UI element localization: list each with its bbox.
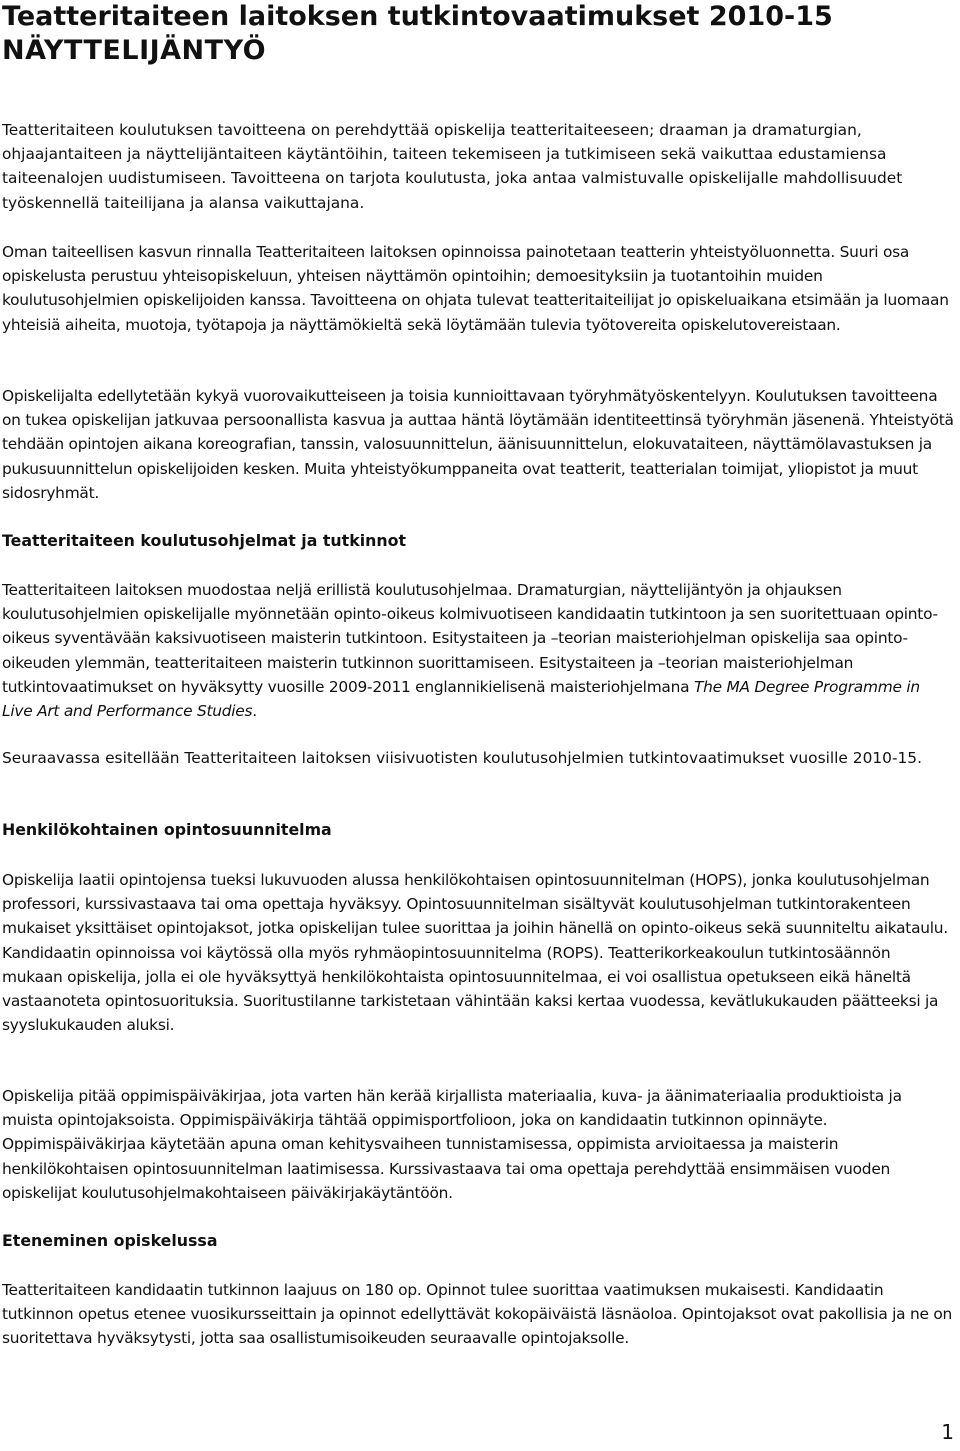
section-heading-programmes: Teatteritaiteen koulutusohjelmat ja tutkinnot — [2, 531, 407, 550]
progress-paragraph-1: Teatteritaiteen kandidaatin tutkinnon laajuus on 180 op. Opinnot tulee suorittaa vaatimuksen mukaisesti. Kandidaatin tutkinnon opetus etenee vuosikursseittain ja opinnot edellyttävät kokopäiväistä läsnäoloa. Opintojaksot ovat pakollisia ja ne on suoritettava hyväksytysti, jotta saa osallistumisoikeuden seuraavalle opintojaksolle. — [2, 1281, 953, 1348]
programmes-paragraph-1-end: . — [252, 702, 257, 721]
intro-paragraph-1: Teatteritaiteen koulutuksen tavoitteena on perehdyttää opiskelija teatteritaiteeseen; draaman ja dramaturgian, ohjaajantaiteen ja näyttelijäntaiteen käytäntöihin, taiteen tekemiseen ja tutkimiseen sekä vaikuttaa edustamiensa taiteenalojen uudistumiseen. Tavoitteena on tarjota koulutusta, joka antaa valmistuvalle opiskelijalle mahdollisuudet työskennellä taiteilijana ja alansa vaikuttajana. — [2, 121, 903, 212]
programmes-paragraph-2: Seuraavassa esitellään Teatteritaiteen laitoksen viisivuotisten koulutusohjelmien tutkintovaatimukset vuosille 2010-15. — [2, 749, 922, 767]
document-title-line1: Teatteritaiteen laitoksen tutkintovaatimukset 2010-15 — [2, 1, 833, 32]
study-plan-paragraph-1: Opiskelija laatii opintojensa tueksi lukuvuoden alussa henkilökohtaisen opintosuunnitelman (HOPS), jonka koulutusohjelman professori, kurssivastaava tai oma opettaja hyväksyy. Opintosuunnitelman sisältyvät koulutusohjelman tutkintorakenteen mukaiset yksittäiset opintojaksot, jotka opiskelijan tulee suorittaa ja joihin hänellä on opinto-oikeus sekä suunniteltu aikataulu. Kandidaatin opinnoissa voi käytössä olla myös ryhmäopintosuunnitelma (ROPS). Teatterikorkeakoulun tutkintosäännön mukaan opiskelija, jolla ei ole hyväksyttyä henkilökohtaista opintosuunnitelmaa, ei voi osallistua opetukseen eikä häneltä vastaanoteta opintosuorituksia. Suoritustilanne tarkistetaan vähintään kaksi kertaa vuodessa, kevätlukukauden päätteeksi ja syyslukukauden aluksi. — [2, 871, 948, 1035]
ma-programme-title: The MA Degree Programme in Live Art and Performance Studies — [2, 677, 920, 721]
section-heading-progress: Eteneminen opiskelussa — [2, 1231, 218, 1250]
programmes-paragraph-1 — [2, 578, 954, 723]
section-heading-study-plan: Henkilökohtainen opintosuunnitelma — [2, 820, 332, 839]
intro-paragraph-2: Oman taiteellisen kasvun rinnalla Teatteritaiteen laitoksen opinnoissa painotetaan teatterin yhteistyöluonnetta. Suuri osa opiskelusta perustuu yhteisopiskeluun, yhteisen näyttämön opintoihin; demoesityksiin ja tuotantoihin muiden koulutusohjelmien opiskelijoiden kanssa. Tavoitteena on ohjata tulevat teatteritaiteilijat jo opiskeluaikana etsimään ja luomaan yhteisiä aiheita, muotoja, työtapoja ja näyttämökieltä sekä löytämään tulevia työtovereita opiskelutovereistaan. — [2, 243, 949, 334]
document-title-line2: NÄYTTELIJÄNTYÖ — [2, 35, 267, 66]
page-number: 1 — [941, 1420, 954, 1444]
study-plan-paragraph-2: Opiskelija pitää oppimispäiväkirjaa, jota varten hän kerää kirjallista materiaalia, kuva- ja äänimateriaalia produktioista ja muista opintojaksoista. Oppimispäiväkirja tähtää oppimisportfolioon, joka on kandidaatin tutkinnon opinnäyte. Oppimispäiväkirjaa käytetään apuna oman kehitysvaiheen tunnistamisessa, oppimista arvioitaessa ja maisterin henkilökohtaisen opintosuunnitelman laatimisessa. Kurssivastaava tai oma opettaja perehdyttää ensimmäisen vuoden opiskelijat koulutusohjelmakohtaiseen päiväkirjakäytäntöön. — [2, 1087, 902, 1202]
programmes-paragraph-1-text: Teatteritaiteen laitoksen muodostaa neljä erillistä koulutusohjelmaa. Dramaturgian, näyttelijäntyön ja ohjauksen koulutusohjelmien opiskelijalle myönnetään opinto-oikeus kolmivuotiseen kandidaatin tutkintoon ja sen suoritettuaan opinto-oikeus syventävään kaksivuotiseen maisterin tutkintoon. Esitystaiteen ja –teorian maisteriohjelman opiskelija saa opinto-oikeuden ylemmän, teatteritaiteen maisterin tutkinnon suorittamiseen. Esitystaiteen ja –teorian maisteriohjelman tutkintovaatimukset on hyväksytty vuosille 2009-2011 englannikielisenä maisteriohjelmana — [2, 581, 938, 696]
intro-paragraph-3: Opiskelijalta edellytetään kykyä vuorovaikutteiseen ja toisia kunnioittavaan työryhmätyöskentelyyn. Koulutuksen tavoitteena on tukea opiskelijan jatkuvaa persoonallista kasvua ja auttaa häntä löytämään identiteettinsä työryhmän jäsenenä. Yhteistyötä tehdään opintojen aikana koreografian, tanssin, valosuunnittelun, äänisuunnittelun, elokuvataiteen, näyttämölavastuksen ja pukusuunnittelun opiskelijoiden kesken. Muita yhteistyökumppaneita ovat teatterit, teatterialan toimijat, yliopistot ja muut sidosryhmät. — [2, 387, 954, 502]
